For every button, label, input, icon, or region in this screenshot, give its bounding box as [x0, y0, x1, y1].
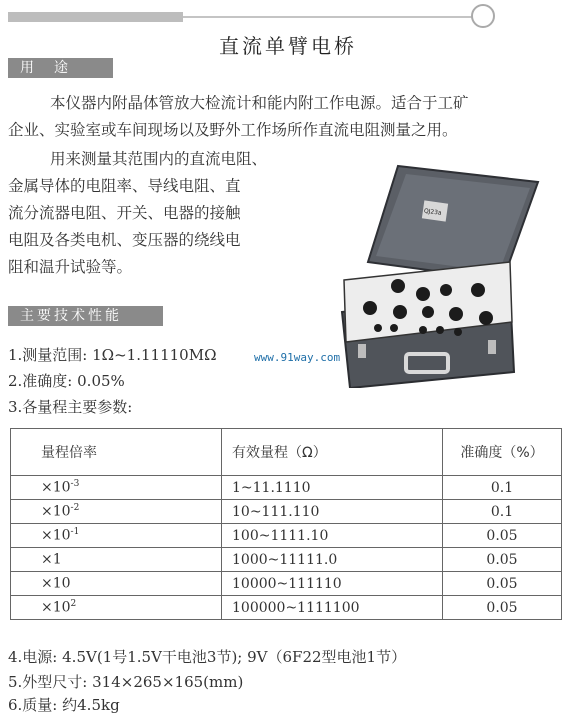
range-cell: 100~1111.10: [222, 524, 443, 548]
range-parameter-table: [10, 428, 562, 620]
multiplier-cell: ×1: [11, 548, 222, 572]
spec-line: 6.质量: 约4.5kg: [8, 696, 120, 714]
table-header-cell: 准确度（%）: [443, 429, 562, 476]
usage-detail-line: 用来测量其范围内的直流电阻、: [50, 150, 268, 168]
header-decor-bar: [8, 12, 183, 22]
range-cell: 10000~111110: [222, 572, 443, 596]
usage-paragraph-line-1: 本仪器内附晶体管放大检流计和能内附工作电源。适合于工矿: [50, 94, 469, 112]
table-row: [11, 572, 562, 596]
table-header-row: [11, 429, 562, 476]
watermark-text: www.91way.com: [254, 351, 341, 364]
product-photo: [328, 162, 558, 388]
range-cell: 10~111.110: [222, 500, 443, 524]
range-cell: 1~11.1110: [222, 476, 443, 500]
range-cell: 100000~1111100: [222, 596, 443, 620]
usage-detail-line: 流分流器电阻、开关、电器的接触: [8, 204, 241, 222]
usage-detail-line: 电阻及各类电机、变压器的绕线电: [8, 231, 241, 249]
accuracy-cell: 0.05: [443, 548, 562, 572]
range-cell: 1000~11111.0: [222, 548, 443, 572]
accuracy-cell: 0.05: [443, 596, 562, 620]
spec-line: 5.外型尺寸: 314×265×165(mm): [8, 673, 244, 691]
page-title: 直流单臂电桥: [219, 34, 357, 58]
multiplier-cell: ×10: [11, 572, 222, 596]
accuracy-cell: 0.05: [443, 524, 562, 548]
table-header-cell: 量程倍率: [11, 429, 222, 476]
spec-line: 3.各量程主要参数:: [8, 398, 133, 416]
header-decor-line: [183, 16, 473, 18]
section-specs-label: 主要技术性能: [8, 306, 163, 326]
multiplier-cell: $\times 10^{-3}$: [11, 476, 222, 500]
usage-detail-line: 金属导体的电阻率、导线电阻、直: [8, 177, 241, 195]
accuracy-cell: 0.1: [443, 476, 562, 500]
table-row: [11, 548, 562, 572]
multiplier-cell: $\times 10^2$: [11, 596, 222, 620]
accuracy-cell: 0.05: [443, 572, 562, 596]
table-header-cell: 有效量程（Ω）: [222, 429, 443, 476]
spec-line: 4.电源: 4.5V(1号1.5V干电池3节); 9V（6F22型电池1节）: [8, 648, 407, 666]
spec-line: 1.测量范围: 1Ω~1.11110MΩ: [8, 346, 217, 364]
usage-paragraph-line-2: 企业、实验室或车间现场以及野外工作场所作直流电阻测量之用。: [8, 121, 458, 139]
usage-detail-line: 阻和温升试验等。: [8, 258, 133, 276]
multiplier-cell: $\times 10^{-1}$: [11, 524, 222, 548]
multiplier-cell: $\times 10^{-2}$: [11, 500, 222, 524]
table-row: [11, 476, 562, 500]
dc-bridge-device-illustration: [328, 162, 558, 388]
spec-line: 2.准确度: 0.05%: [8, 372, 125, 390]
table-row: [11, 596, 562, 620]
accuracy-cell: 0.1: [443, 500, 562, 524]
section-usage-label: 用 途: [8, 58, 113, 78]
header-decor-circle: [471, 4, 495, 28]
device-label: QJ23a: [423, 207, 443, 217]
table-row: [11, 524, 562, 548]
table-row: [11, 500, 562, 524]
